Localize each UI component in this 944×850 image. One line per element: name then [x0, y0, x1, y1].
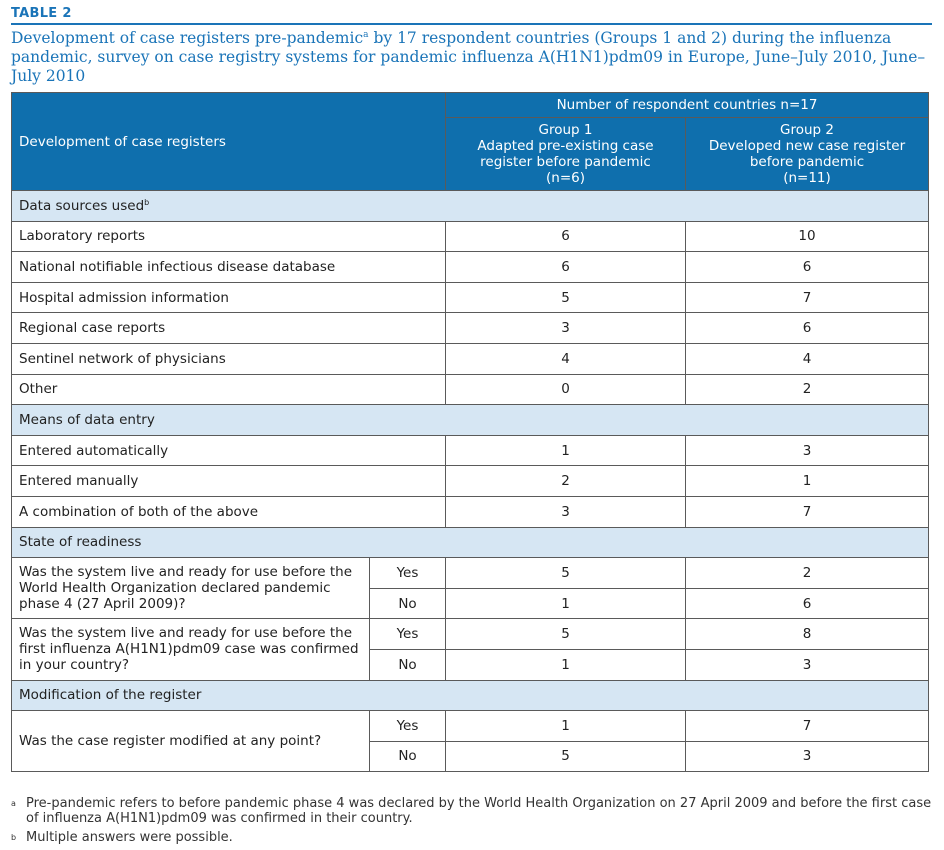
footnote-b — [11, 830, 936, 845]
span-header: Number of respondent countries n=17 — [446, 93, 929, 118]
group2-n: (n=11) — [783, 170, 831, 186]
footnote-a — [11, 796, 936, 826]
table-row — [12, 282, 929, 313]
answer-no: No — [370, 588, 446, 619]
cell-g1: 1 — [446, 588, 686, 619]
row-label: Laboratory reports — [12, 221, 446, 252]
group1-n: (n=6) — [546, 170, 585, 186]
group1-header — [446, 118, 686, 191]
cell-g1: 0 — [446, 374, 686, 405]
answer-yes: Yes — [370, 619, 446, 650]
section-modification: Modification of the register — [12, 680, 929, 711]
cell-g1: 4 — [446, 343, 686, 374]
table-row — [12, 252, 929, 283]
cell-g1: 1 — [446, 711, 686, 742]
table-row — [12, 558, 929, 589]
cell-g2: 7 — [686, 282, 929, 313]
cell-g2: 6 — [686, 588, 929, 619]
table-row — [12, 435, 929, 466]
group2-desc: Developed new case register before pandemic — [708, 138, 906, 170]
question-cell: Was the system live and ready for use before the World Health Organization declared pandemic phase 4 (27 April 2009)? — [12, 558, 370, 619]
data-table — [11, 92, 929, 772]
cell-g2: 6 — [686, 313, 929, 344]
cell-g1: 6 — [446, 252, 686, 283]
cell-g1: 1 — [446, 435, 686, 466]
row-label: Regional case reports — [12, 313, 446, 344]
cell-g2: 2 — [686, 374, 929, 405]
table-row — [12, 711, 929, 742]
group2-header — [686, 118, 929, 191]
caption-part2: by 17 respondent countries (Groups 1 and 2) during the influenza pandemic, survey on case registry systems for pandemic influenza A(H1N1)pdm09 in Europe, June–July 2010, June–July 2010 — [11, 29, 926, 85]
caption-part1: Development of case registers pre-pandemic — [11, 29, 364, 47]
table-label: TABLE 2 — [11, 6, 72, 21]
row-label: Entered automatically — [12, 435, 446, 466]
table-row — [12, 466, 929, 497]
cell-g2: 6 — [686, 252, 929, 283]
section-data-sources: Data sources used$^b$ — [12, 191, 929, 222]
table-row — [12, 374, 929, 405]
table-row — [12, 496, 929, 527]
answer-no: No — [370, 649, 446, 680]
cell-g2: 3 — [686, 649, 929, 680]
table-caption — [11, 29, 936, 86]
answer-no: No — [370, 741, 446, 772]
caption-marker: a — [363, 30, 369, 40]
table-row — [12, 221, 929, 252]
footnote-text: Multiple answers were possible. — [26, 830, 233, 845]
group1-desc: Adapted pre-existing case register before pandemic — [477, 138, 654, 170]
section-row — [12, 680, 929, 711]
row-label-header: Development of case registers — [12, 93, 446, 191]
section-row — [12, 405, 929, 436]
section-marker: b — [144, 197, 150, 207]
cell-g1: 3 — [446, 496, 686, 527]
cell-g2: 8 — [686, 619, 929, 650]
cell-g2: 7 — [686, 496, 929, 527]
section-readiness: State of readiness — [12, 527, 929, 558]
cell-g2: 3 — [686, 435, 929, 466]
section-row — [12, 191, 929, 222]
cell-g1: 2 — [446, 466, 686, 497]
cell-g2: 3 — [686, 741, 929, 772]
row-label: Sentinel network of physicians — [12, 343, 446, 374]
group1-title: Group 1 — [538, 122, 593, 138]
row-label: Hospital admission information — [12, 282, 446, 313]
title-rule — [11, 23, 932, 25]
cell-g2: 10 — [686, 221, 929, 252]
cell-g2: 7 — [686, 711, 929, 742]
footnote-marker: b — [11, 833, 17, 842]
table-row — [12, 343, 929, 374]
cell-g2: 2 — [686, 558, 929, 589]
question-cell: Was the system live and ready for use before the first influenza A(H1N1)pdm09 case was confirmed in your country? — [12, 619, 370, 680]
cell-g1: 1 — [446, 649, 686, 680]
row-label: National notifiable infectious disease database — [12, 252, 446, 283]
footnote-text: Pre-pandemic refers to before pandemic phase 4 was declared by the World Health Organization on 27 April 2009 and before the first case of influenza A(H1N1)pdm09 was confirmed in their country. — [26, 796, 932, 826]
table-row — [12, 619, 929, 650]
table-row — [12, 313, 929, 344]
answer-yes: Yes — [370, 711, 446, 742]
cell-g2: 1 — [686, 466, 929, 497]
section-row — [12, 527, 929, 558]
row-label: Entered manually — [12, 466, 446, 497]
footnote-marker: a — [11, 799, 16, 808]
cell-g1: 6 — [446, 221, 686, 252]
cell-g1: 5 — [446, 619, 686, 650]
cell-g1: 5 — [446, 741, 686, 772]
section-means: Means of data entry — [12, 405, 929, 436]
cell-g1: 5 — [446, 558, 686, 589]
cell-g1: 5 — [446, 282, 686, 313]
cell-g1: 3 — [446, 313, 686, 344]
cell-g2: 4 — [686, 343, 929, 374]
answer-yes: Yes — [370, 558, 446, 589]
question-cell: Was the case register modified at any point? — [12, 711, 370, 772]
row-label: Other — [12, 374, 446, 405]
row-label: A combination of both of the above — [12, 496, 446, 527]
group2-title: Group 2 — [780, 122, 834, 138]
